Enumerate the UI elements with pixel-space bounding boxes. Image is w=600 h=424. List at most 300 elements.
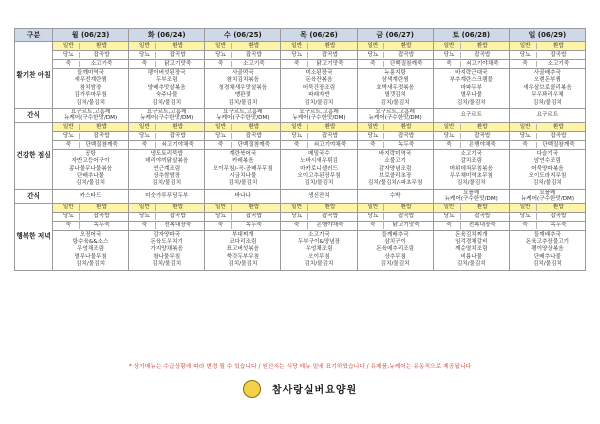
menu-item: 어묵양파볶음 xyxy=(531,165,564,172)
b_tag1-cell xyxy=(433,42,509,51)
menu-item: 노바시새우튀김 xyxy=(300,158,338,165)
s1_menu-row xyxy=(15,108,586,122)
menu-item: 김치/물김치 xyxy=(304,99,334,106)
meal-type-value: 녹두죽 xyxy=(383,142,428,148)
b_tag1-row xyxy=(15,42,586,51)
snack-line: 바나나 xyxy=(234,192,251,199)
meal-type-value: 단백질참깨죽 xyxy=(79,142,124,148)
meal-type-value: 환밥 xyxy=(231,204,276,210)
meal-type-value: 잡곡밥 xyxy=(155,52,200,58)
meal-type-value: 닭고기맛죽 xyxy=(383,222,428,228)
snack-line: 요구르트,고흠레 xyxy=(223,108,263,115)
meal-type-value: 환밥 xyxy=(383,204,428,210)
d_tag1-row xyxy=(15,203,586,212)
meal-type-value: 잡곡밥 xyxy=(536,52,581,58)
section-dinner: 행복한 저녁 xyxy=(15,203,53,270)
menu-item: 머위데쳐무침볶음 xyxy=(449,165,493,172)
menu-item: 깨순멸치조림 xyxy=(455,246,488,253)
menu-item: 마파두부 xyxy=(460,84,483,91)
menu-item: 김가루마무침 xyxy=(74,92,107,99)
snack-line: 뉴케어(구수한맛/DM) xyxy=(216,115,270,122)
snack-line: 요플레 xyxy=(539,189,556,196)
menu-item: 어묵간장조림 xyxy=(302,84,336,91)
menu-item: 비름나물 xyxy=(460,253,483,260)
l_tag2-cell xyxy=(509,131,585,140)
menu-item: 오이도라지무침 xyxy=(528,172,567,179)
menu-item: 우우채미역초무침 xyxy=(449,172,493,179)
menu-item: 데리야끼닭살볶음 xyxy=(145,158,189,165)
meal-type-value: 잡곡밥 xyxy=(79,213,124,219)
l_tag1-cell xyxy=(433,122,509,131)
menu-item: 코다리조림 xyxy=(229,238,257,245)
menu-item: 부대찌개 xyxy=(232,231,254,238)
menu-item: 누룽지탕 xyxy=(384,70,406,76)
menu-item: 김치/물김치 xyxy=(152,261,182,268)
meal-type-value: 잡곡밥 xyxy=(383,133,428,139)
menu-item: 김치/물김치 xyxy=(228,180,258,187)
meal-type-label: 죽 xyxy=(217,60,224,67)
snack-cell xyxy=(205,189,281,203)
menu-item: 임걱경채갈비 xyxy=(455,238,488,245)
meal-type-value: 환밥 xyxy=(231,43,276,49)
meal-type-value: 잡곡밥 xyxy=(307,52,352,58)
meal-type-value: 환밥 xyxy=(536,43,581,49)
menu-item: 멸갯김치 xyxy=(384,92,406,99)
menu-item: 참나물무침 xyxy=(153,253,181,260)
menu-item: 참치쌈장 xyxy=(79,84,102,91)
b_tag1-cell xyxy=(509,42,585,51)
menu-item: 양배추맛살볶음 xyxy=(147,84,186,91)
l_special-cell xyxy=(281,140,357,149)
meal-type-value: 전복내장죽 xyxy=(155,222,200,228)
d_tag1-cell xyxy=(357,203,433,212)
d_tag2-cell xyxy=(357,212,433,221)
meal-type-value: 은행야채죽 xyxy=(307,222,352,228)
weekly-menu-table xyxy=(14,28,586,271)
b_special-cell xyxy=(53,60,129,69)
l_tag2-cell xyxy=(357,131,433,140)
meal-type-label: 당뇨 xyxy=(291,51,303,58)
meal-type-label: 일반 xyxy=(139,204,150,211)
meal-type-label: 일반 xyxy=(62,42,74,49)
d_special-cell xyxy=(509,221,585,230)
l_tag1-cell xyxy=(509,122,585,131)
menu-item: 참치김치볶음 xyxy=(226,77,260,84)
meal-type-value: 환밥 xyxy=(383,43,428,49)
b_tag2-cell xyxy=(357,51,433,60)
menu-item: 냉도토리묵밥 xyxy=(150,150,183,157)
menu-item: 김치/물김치 xyxy=(228,99,258,106)
menu-cell xyxy=(205,149,281,189)
snack-cell xyxy=(433,189,509,203)
meal-type-value: 환밥 xyxy=(536,204,581,210)
meal-type-label: 죽 xyxy=(370,141,376,148)
meal-type-value: 환밥 xyxy=(79,204,124,210)
snack-line: 뉴케어(구수한맛/DM) xyxy=(140,115,194,122)
meal-type-value: 환밥 xyxy=(231,124,276,130)
menu-cell xyxy=(433,230,509,270)
menu-item: 돈육고추장불고기 xyxy=(525,238,570,245)
meal-type-label: 죽 xyxy=(446,222,452,229)
snack-cell xyxy=(129,108,205,122)
snack-cell xyxy=(357,108,433,122)
meal-type-value: 쇠고기야채죽 xyxy=(307,142,352,148)
menu-item: 공탕 xyxy=(85,150,96,157)
b_tag1-cell xyxy=(53,42,129,51)
menu-item: 김치/물김치 xyxy=(152,180,182,187)
snack-item xyxy=(434,190,509,203)
menu-cell xyxy=(433,149,509,189)
snack-line: 요구르트 xyxy=(460,112,483,119)
l_tag1-cell xyxy=(53,122,129,131)
snack-line: 요플레 xyxy=(463,189,480,196)
menu-item: 탕수육&&소스 xyxy=(72,238,109,245)
header-row xyxy=(15,29,586,42)
meal-type-value: 환밥 xyxy=(536,124,581,130)
meal-type-label: 당뇨 xyxy=(367,51,379,58)
snack-cell xyxy=(281,189,357,203)
meal-type-value: 잡곡밥 xyxy=(79,133,124,139)
menu-cell xyxy=(433,69,509,109)
menu-item: 상추쌈쌈장 xyxy=(153,172,181,179)
menu-item: 콩나물무나물볶음 xyxy=(68,165,113,172)
d_tag1-cell xyxy=(281,203,357,212)
menu-item: 청경채새우맛살볶음 xyxy=(218,84,268,91)
b_tag1-cell xyxy=(129,42,205,51)
menu-item: 우엉채조림 xyxy=(305,246,333,253)
menu-item: 돈육잔볶음 xyxy=(305,77,333,84)
l_tag2-cell xyxy=(129,131,205,140)
snack-line: 요구르트,고흠레 xyxy=(70,108,111,115)
menu-item: 새우전계란찜 xyxy=(74,77,107,84)
snack-item xyxy=(129,193,204,199)
snack-item xyxy=(281,109,356,122)
meal-type-value: 소고기죽 xyxy=(79,61,124,67)
b_tag2-row xyxy=(15,51,586,60)
menu-item: 오징어국 xyxy=(79,231,102,238)
b_menu-row xyxy=(15,69,586,109)
meal-type-label: 죽 xyxy=(446,141,452,148)
menu-item: 김치/물김치 xyxy=(304,261,334,268)
b_tag2-cell xyxy=(433,51,509,60)
section-lunch: 건강한 점심 xyxy=(15,122,53,189)
snack-line: 카스타드 xyxy=(79,192,102,199)
snack-item xyxy=(358,109,433,122)
menu-item: 부추계란스크램블 xyxy=(449,77,493,84)
menu-item: 소고기국 xyxy=(308,231,330,238)
meal-type-label: 당뇨 xyxy=(62,213,74,220)
d_tag1-cell xyxy=(205,203,281,212)
b_tag1-cell xyxy=(357,42,433,51)
menu-cell xyxy=(129,69,205,109)
meal-type-value: 환밥 xyxy=(460,204,505,210)
l_tag2-cell xyxy=(433,131,509,140)
meal-type-value: 쇠고기야채죽 xyxy=(155,142,200,148)
meal-type-label: 죽 xyxy=(522,60,528,67)
meal-type-label: 일반 xyxy=(519,42,531,49)
d_tag2-cell xyxy=(53,212,129,221)
snack-line: 뉴케어(구수한맛/DM) xyxy=(520,196,575,203)
menu-item: 김치/물김치 xyxy=(456,261,486,268)
snack-item xyxy=(129,109,204,122)
menu-item: 무우꽈리우채 xyxy=(531,92,564,99)
menu-item: 메밀국수 xyxy=(308,150,330,157)
l_special-cell xyxy=(53,140,129,149)
menu-item: 숙주나물 xyxy=(155,92,178,99)
l_tag2-cell xyxy=(53,131,129,140)
meal-type-value: 잡곡밥 xyxy=(79,52,124,58)
snack-cell xyxy=(357,189,433,203)
d_special-cell xyxy=(433,221,509,230)
l_tag1-cell xyxy=(129,122,205,131)
snack-cell xyxy=(53,189,129,203)
d_special-cell xyxy=(281,221,357,230)
meal-type-label: 죽 xyxy=(370,222,376,229)
snack-cell xyxy=(205,108,281,122)
meal-type-label: 죽 xyxy=(141,222,148,229)
menu-item: 맹판젓 xyxy=(234,92,251,99)
meal-type-label: 당뇨 xyxy=(291,132,303,139)
meal-type-value: 잡곡밥 xyxy=(383,213,428,219)
meal-type-label: 당뇨 xyxy=(139,51,150,58)
menu-item: 김치/물김치 xyxy=(456,99,486,106)
menu-item: 다슬기국 xyxy=(536,150,559,157)
menu-item: 사골떡국 xyxy=(232,70,254,76)
meal-type-label: 당뇨 xyxy=(519,213,531,220)
meal-type-value: 환밥 xyxy=(79,43,124,49)
menu-item: 김치/물김치 xyxy=(532,180,562,187)
meal-type-label: 죽 xyxy=(217,222,224,229)
meal-type-value: 환밥 xyxy=(155,124,200,130)
b_special-row xyxy=(15,60,586,69)
snack-line: 요구르트,고흠레 xyxy=(299,108,339,115)
org-name: 참사랑실버요양원 xyxy=(271,385,358,396)
meal-type-label: 당뇨 xyxy=(367,213,379,220)
menu-item: 갈치조림 xyxy=(460,158,483,165)
meal-type-value: 단백질참깨죽 xyxy=(231,142,276,148)
meal-type-value: 은행야채죽 xyxy=(460,142,505,148)
menu-item: 연근계조림 xyxy=(153,165,181,172)
menu-item: 돈육김치찌개 xyxy=(455,231,488,238)
b_tag1-cell xyxy=(205,42,281,51)
menu-item: 멸무나물 xyxy=(460,92,483,99)
meal-type-label: 일반 xyxy=(215,123,226,130)
footer xyxy=(0,378,600,398)
menu-item: 김치/물김치 xyxy=(76,99,106,106)
meal-type-value: 쇠고기야채죽 xyxy=(460,61,505,67)
meal-type-label: 일반 xyxy=(367,123,379,130)
menu-item: 가지양채볶음 xyxy=(150,246,183,253)
meal-type-label: 죽 xyxy=(446,60,452,67)
meal-type-value: 잡곡밥 xyxy=(231,52,276,58)
snack-line: 뉴케어(구수한맛/DM) xyxy=(368,115,422,122)
meal-type-value: 소고기죽 xyxy=(536,61,581,67)
menu-item: 표고버섯볶음 xyxy=(226,246,260,253)
b_tag2-cell xyxy=(129,51,205,60)
meal-type-value: 단백질참깨죽 xyxy=(536,142,581,148)
meal-type-value: 잡곡밥 xyxy=(155,133,200,139)
meal-type-label: 일반 xyxy=(291,42,303,49)
menu-item: 김치/물김치 xyxy=(532,99,562,106)
day-wed: 수 (06/25) xyxy=(205,29,281,42)
menu-cell xyxy=(53,230,129,270)
meal-type-label: 죽 xyxy=(522,222,528,229)
menu-item: 시금치나물 xyxy=(229,172,257,179)
meal-type-value: 환밥 xyxy=(155,204,200,210)
d_tag1-cell xyxy=(129,203,205,212)
menu-item: 사골배추국 xyxy=(533,70,561,76)
b_special-cell xyxy=(433,60,509,69)
meal-type-value: 환밥 xyxy=(307,43,352,49)
snack-cell xyxy=(433,108,509,122)
meal-type-label: 죽 xyxy=(141,141,148,148)
menu-item: 호박새우젓볶음 xyxy=(376,84,415,91)
snack-line: 뉴케어(구수한맛/DM) xyxy=(63,115,118,122)
l_tag1-cell xyxy=(205,122,281,131)
day-thu: 목 (06/26) xyxy=(281,29,357,42)
menu-item: 암연수조림 xyxy=(533,158,561,165)
meal-type-label: 죽 xyxy=(141,60,148,67)
snack-item xyxy=(205,109,280,122)
meal-type-label: 일반 xyxy=(62,204,74,211)
menu-item: 팽이양상볶음 xyxy=(531,246,564,253)
menu-item: 삼색계란찜 xyxy=(381,77,409,84)
meal-type-label: 당뇨 xyxy=(519,132,531,139)
menu-item: 브로콜리초장 xyxy=(378,172,412,179)
snack-line: 요구르트,고흠레 xyxy=(146,108,187,115)
meal-type-label: 일반 xyxy=(215,204,226,211)
d_tag2-cell xyxy=(281,212,357,221)
d_menu-row xyxy=(15,230,586,270)
meal-type-value: 닭고기맛죽 xyxy=(307,61,352,67)
meal-type-value: 소고기죽 xyxy=(231,61,276,67)
meal-type-label: 죽 xyxy=(65,222,71,229)
l_tag2-cell xyxy=(281,131,357,140)
meal-type-value: 잡곡밥 xyxy=(460,133,505,139)
meal-type-label: 당뇨 xyxy=(139,132,150,139)
l_tag1-row xyxy=(15,122,586,131)
menu-item: 들깨배추국 xyxy=(533,231,561,238)
menu-item: 상추무침 xyxy=(384,253,406,260)
menu-item: 들깨미역국 xyxy=(77,70,105,76)
b_special-cell xyxy=(357,60,433,69)
menu-cell xyxy=(357,149,433,189)
menu-item: 돈육메추리조림 xyxy=(376,246,415,253)
d_tag2-cell xyxy=(433,212,509,221)
day-tue: 화 (06/24) xyxy=(129,29,205,42)
l_tag1-cell xyxy=(357,122,433,131)
meal-type-label: 당뇨 xyxy=(367,132,379,139)
d_tag2-cell xyxy=(205,212,281,221)
meal-type-label: 죽 xyxy=(65,141,71,148)
menu-item: 김치/물김치/-파초무침 xyxy=(367,180,423,187)
day-fri: 금 (06/27) xyxy=(357,29,433,42)
l_special-cell xyxy=(357,140,433,149)
snack-item xyxy=(53,193,128,199)
b_special-cell xyxy=(129,60,205,69)
snack-line: 생신잔치 xyxy=(308,192,330,199)
menu-item: 바지락근대국 xyxy=(455,70,488,76)
meal-type-label: 죽 xyxy=(522,141,528,148)
menu-item: 돈육도우치기 xyxy=(150,238,183,245)
meal-type-label: 일반 xyxy=(443,42,455,49)
menu-item: 우엉채조림 xyxy=(77,246,105,253)
menu-item: 파래자반 xyxy=(308,92,330,99)
meal-type-value: 잡곡밥 xyxy=(536,133,581,139)
meal-type-value: 잡곡밥 xyxy=(460,52,505,58)
meal-type-label: 죽 xyxy=(294,141,300,148)
menu-item: 팽이버섯된장국 xyxy=(147,70,186,76)
menu-item: 김치/물김치 xyxy=(380,261,410,268)
menu-item: 들깨배추국 xyxy=(381,231,409,238)
snack-item xyxy=(281,193,356,199)
meal-type-label: 일반 xyxy=(139,123,150,130)
snack-line: 뉴케어(구수한맛/DM) xyxy=(444,196,498,203)
l_special-cell xyxy=(433,140,509,149)
d_special-cell xyxy=(53,221,129,230)
meal-type-value: 전복내장죽 xyxy=(460,222,505,228)
d_special-row xyxy=(15,221,586,230)
menu-item: 김치/물김치 xyxy=(456,180,486,187)
b_tag1-cell xyxy=(281,42,357,51)
snack-cell xyxy=(281,108,357,122)
menu-cell xyxy=(509,69,585,109)
menu-item: 오이무침/-곡-공배무무침 xyxy=(212,165,273,172)
meal-type-label: 죽 xyxy=(294,60,300,67)
menu-item: 두부조림 xyxy=(155,77,178,84)
org-logo-icon xyxy=(243,380,261,398)
menu-item: 바지락미역국 xyxy=(378,150,412,157)
menu-item: 김치/물김치 xyxy=(304,180,334,187)
menu-item: 계란북어국 xyxy=(229,150,257,157)
meal-type-value: 잡곡밥 xyxy=(155,213,200,219)
snack-cell xyxy=(509,108,585,122)
snack-cell xyxy=(53,108,129,122)
snack-cell xyxy=(509,189,585,203)
menu-item: 새우살브로콜리볶음 xyxy=(523,84,572,91)
s2_menu-row xyxy=(15,189,586,203)
meal-type-label: 일반 xyxy=(367,204,379,211)
meal-type-value: 환밥 xyxy=(460,43,505,49)
l_special-cell xyxy=(509,140,585,149)
meal-type-value: 환밥 xyxy=(79,124,124,130)
menu-item: 오이무침 xyxy=(308,253,330,260)
b_tag2-cell xyxy=(281,51,357,60)
meal-type-value: 잡곡밥 xyxy=(231,213,276,219)
meal-type-value: 환밥 xyxy=(155,43,200,49)
d_tag2-cell xyxy=(509,212,585,221)
meal-type-label: 일반 xyxy=(215,42,226,49)
menu-item: 미소된장국 xyxy=(305,70,333,76)
menu-cell xyxy=(129,149,205,189)
menu-item: 김치/물김치 xyxy=(380,99,410,106)
meal-type-label: 일반 xyxy=(367,42,379,49)
snack-line: 미숫가루푸딩두부 xyxy=(145,192,189,199)
menu-item: 김치/물김치 xyxy=(228,261,258,268)
snack-item xyxy=(205,193,280,199)
meal-type-label: 당뇨 xyxy=(291,213,303,220)
meal-type-value: 닭고기맛죽 xyxy=(155,61,200,67)
meal-type-label: 죽 xyxy=(370,60,376,67)
meal-type-value: 환밥 xyxy=(460,124,505,130)
menu-item: 소고기국 xyxy=(460,150,483,157)
meal-type-label: 당뇨 xyxy=(139,213,150,220)
meal-type-label: 죽 xyxy=(294,222,300,229)
meal-type-label: 당뇨 xyxy=(62,51,74,58)
menu-sheet xyxy=(14,28,586,271)
menu-cell xyxy=(509,230,585,270)
menu-item: 쑥갓두부무침 xyxy=(226,253,260,260)
